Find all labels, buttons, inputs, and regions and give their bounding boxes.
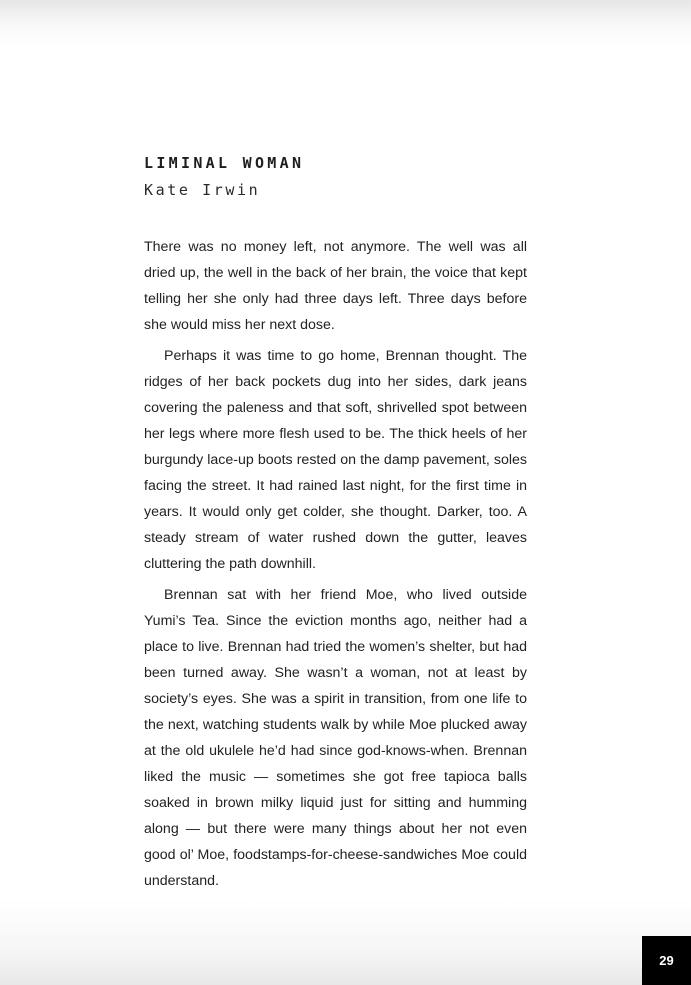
page-number: 29 xyxy=(659,953,674,968)
paragraph-3: Brennan sat with her friend Moe, who lived outside Yumi’s Tea. Since the eviction months ago, neither had a place to live. Brennan had tried the women’s shelter, but had been turned away. She wasn’t a woman, not at least by society’s eyes. She was a spirit in transition, from one life to the next, watching students walk by while Moe plucked away at the old ukulele he’d had since god-knows-when. Brennan liked the music — sometimes she got free tapioca balls soaked in brown milky liquid just for sitting and humming along — but there were many things about her not even good ol’ Moe, foodstamps-for-cheese-sandwiches Moe could understand. xyxy=(144,587,527,889)
story-title: LIMINAL WOMAN xyxy=(144,154,305,172)
paragraph-2: Perhaps it was time to go home, Brennan thought. The ridges of her back pockets dug into her sides, dark jeans covering the paleness and that soft, shrivelled spot between her legs where more flesh used to be. The thick heels of her burgundy lace-up boots rested on the damp pavement, soles facing the street. It had rained last night, for the first time in years. It would only get colder, she thought. Darker, too. A steady stream of water rushed down the gutter, leaves cluttering the path downhill. xyxy=(144,348,527,572)
paragraph-1: There was no money left, not anymore. The well was all dried up, the well in the back of her brain, the voice that kept telling her she only had three days left. Three days before she would miss her next dose. xyxy=(144,239,527,333)
story-body xyxy=(144,234,527,899)
story-author: Kate Irwin xyxy=(144,181,261,199)
page-number-badge xyxy=(642,936,691,985)
story-heading xyxy=(144,152,304,201)
